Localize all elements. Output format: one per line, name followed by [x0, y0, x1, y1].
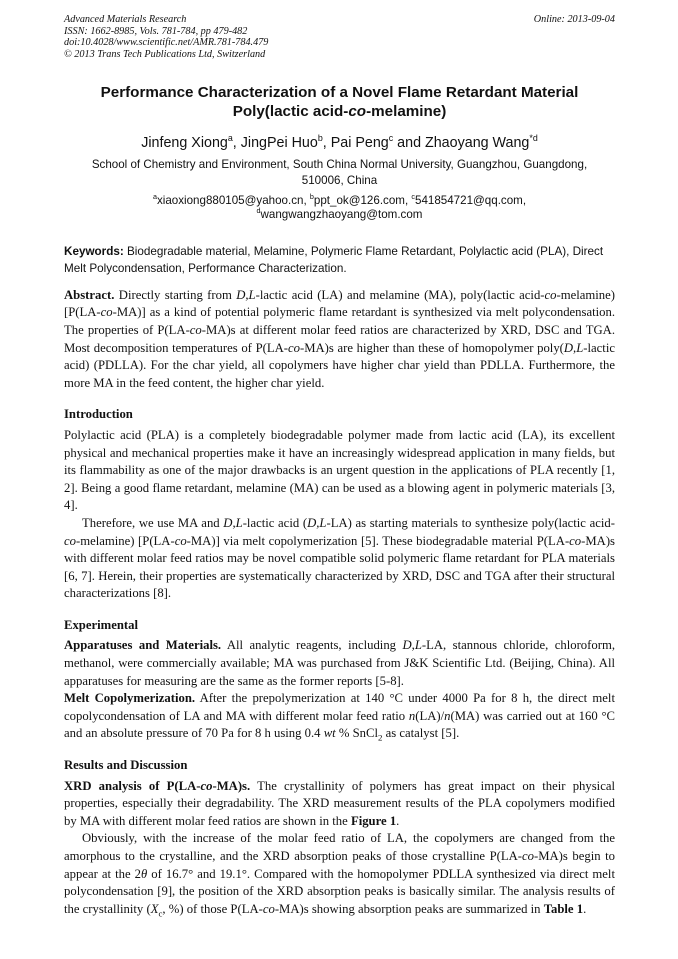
section-heading-experimental: Experimental — [64, 617, 139, 632]
journal-header — [64, 14, 615, 60]
results-paragraph-1: XRD analysis of P(LA-co-MA)s. The crystallinity of polymers has great impact on their physical properties, especially their degradability. The XRD measurement results of the PLA copolymers modified by MA with different molar feed ratios are shown in the Figure 1. — [64, 778, 615, 828]
section-heading-introduction: Introduction — [64, 407, 133, 422]
keywords: Keywords: Biodegradable material, Melamine, Polymeric Flame Retardant, Polylactic acid (PLA), Direct Melt Polycondensation, Performance Characterization. — [64, 245, 604, 275]
copyright-line: © 2013 Trans Tech Publications Ltd, Switzerland — [64, 48, 266, 60]
author-name: Jinfeng Xiong — [141, 135, 228, 152]
intro-paragraph-1: Polylactic acid (PLA) is a completely biodegradable polymer made from lactic acid (LA), its excellent physical and mechanical properties make it have an increasingly widespread application in many fields, but its flammability as one of the major drawbacks is an urgent question in the applications of PLA recently [1, 2]. Being a good flame retardant, melamine (MA) can be used as a blowing agent in polymeric materials [3, 4]. — [64, 427, 615, 513]
intro-paragraph-2: Therefore, we use MA and D,L-lactic acid (D,L-LA) as starting materials to synthesize poly(lactic acid-co-melamine) [P(LA-co-MA)] via melt copolymerization [5]. These biodegradable material P(LA-co-MA)s with different molar feed ratios may be novel compatible solid polymeric flame retardant for PLA materials [6, 7]. Herein, their properties are systematically characterized by XRD, DSC and TGA after their structural characterizations [8]. — [64, 515, 615, 601]
email-link[interactable]: ppt_ok@126.com, — [313, 194, 412, 208]
author-emails: $^a$xiaoxiong880105@yahoo.cn, $^b$ppt_ok@126.com, $^c$541854721@qq.com, $^d$wangwangzhaoyang@tom.com — [152, 192, 527, 222]
online-date: Online: 2013-09-04 — [533, 14, 615, 25]
figure-reference: Figure 1 — [350, 813, 397, 828]
table-reference: Table 1 — [543, 901, 584, 916]
author-name: , JingPei Huo — [232, 135, 318, 152]
results-paragraph-2: Obviously, with the increase of the molar feed ratio of LA, the copolymers are changed from the amorphous to the crystalline, and the XRD absorption peaks of those crystalline P(LA-co-MA)s begin to appear at the 2θ of 16.7° and 19.1°. Compared with the homopolymer PDLLA synthesized via direct melt polycondensation [9], the position of the XRD absorption peaks is basically similar. The analysis results of the crystallinity ($X_c$, %) of those P(LA-co-MA)s showing absorption peaks are summarized in Table 1. — [64, 831, 616, 919]
issn-line: ISSN: 1662-8985, Vols. 781-784, pp 479-482 — [64, 25, 248, 37]
affiliation: School of Chemistry and Environment, South China Normal University, Guangzhou, Guangdong, 510006, China — [91, 158, 588, 187]
experimental-paragraph-2: Melt Copolymerization. After the prepolymerization at 140 °C under 4000 Pa for 8 h, the direct melt copolycondensation of LA and MA with different molar feed ratio n(LA)/n(MA) was carried out at 160 °C and an absolute pressure of 70 Pa for 8 h using 0.4 wt % SnCl$_2$ as catalyst [5]. — [64, 691, 615, 743]
section-heading-results: Results and Discussion — [64, 758, 188, 773]
author-name: , Pai Peng — [322, 135, 389, 152]
email-link[interactable]: xiaoxiong880105@yahoo.cn, — [156, 194, 310, 208]
author-name: and Zhaoyang Wang — [393, 135, 530, 152]
paper-page — [64, 14, 615, 918]
abstract: Abstract. Directly starting from D,L-lactic acid (LA) and melamine (MA), poly(lactic acid-co-melamine) [P(LA-co-MA)] as a kind of potential polymeric flame retardant is synthesized via melt polycondensation. The properties of P(LA-co-MA)s at different molar feed ratios are characterized by XRD, DSC and TGA. Most decomposition temperatures of P(LA-co-MA)s are higher than these of homopolymer poly(D,L-lactic acid) (PDLLA). For the char yield, all copolymers have higher char yield than PDLLA. Furthermore, the more MA in the feed content, the higher char yield. — [64, 287, 615, 390]
title-line-2: Poly(lactic acid-co-melamine) — [232, 103, 447, 121]
experimental-paragraph-1: Apparatuses and Materials. All analytic reagents, including D,L-LA, stannous chloride, chloroform, methanol, were commercially available; MA was purchased from J&K Scientific Ltd. (Beijing, China). All apparatuses for measuring are the same as the former reports [5-8]. — [64, 638, 615, 688]
paper-title — [64, 83, 615, 121]
journal-name: Advanced Materials Research — [64, 14, 187, 25]
email-link[interactable]: 541854721@qq.com, — [415, 194, 527, 208]
doi-line: doi:10.4028/www.scientific.net/AMR.781-784.479 — [64, 37, 269, 49]
author-list: Jinfeng Xiong$^a$, JingPei Huo$^b$, Pai Peng$^c$ and Zhaoyang Wang$^{*d}$ — [141, 133, 538, 152]
email-link[interactable]: wangwangzhaoyang@tom.com — [260, 208, 423, 222]
title-line-1: Performance Characterization of a Novel Flame Retardant Material — [100, 84, 579, 102]
